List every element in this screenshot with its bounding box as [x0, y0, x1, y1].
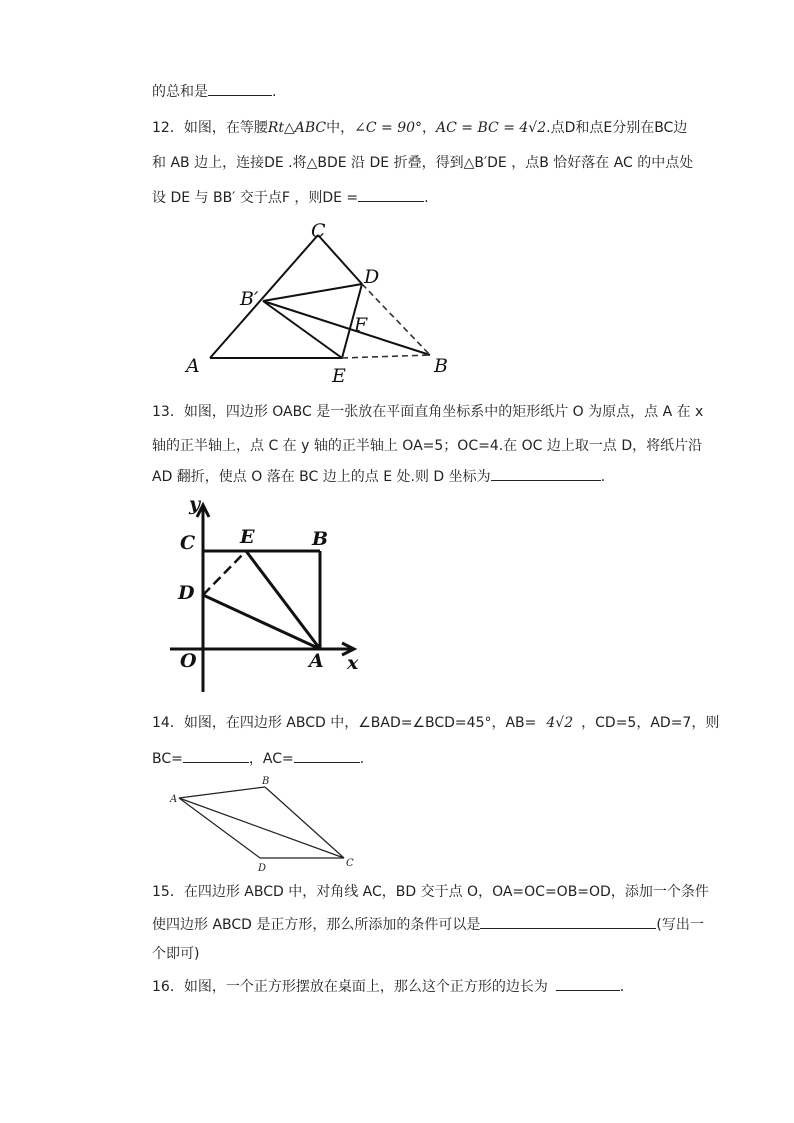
q12-angle-expr: ∠C = 90° — [354, 120, 423, 136]
q12-label-b: B — [434, 355, 448, 377]
q14-line1 — [152, 713, 719, 733]
q14-seg-bc — [265, 787, 344, 858]
q12-comma: ， — [422, 120, 437, 136]
q13-label-e: E — [240, 526, 255, 548]
q12-line2 — [152, 153, 693, 173]
q12-line1 — [152, 118, 687, 138]
q12-seg-bpe — [263, 301, 342, 358]
q14-bc-blank[interactable] — [183, 748, 249, 763]
q12-label-f: F — [354, 314, 368, 336]
q12-tri-name: △ABC — [284, 120, 327, 136]
q11-tail — [152, 81, 276, 102]
q12-label-bp: B′ — [240, 288, 259, 310]
q14-end: . — [359, 751, 365, 767]
q12-end: . — [424, 190, 429, 206]
q13-label-c: C — [180, 532, 196, 554]
q14-text-b: ，CD=5，AD=7，则 — [581, 715, 720, 731]
q15-line1-text: 在四边形 ABCD 中，对角线 AC，BD 交于点 O，OA=OC=OB=OD，添加一个条件 — [183, 884, 709, 900]
q12-label-d: D — [364, 266, 380, 288]
q14-seg-da — [179, 798, 260, 858]
q13-line2-text: 轴的正半轴上，点 C 在 y 轴的正半轴上 OA=5；OC=4.在 OC 边上取一点 D，将纸片沿 — [152, 438, 703, 454]
q13-label-y: y — [189, 495, 201, 515]
q12-number: 12． — [152, 120, 184, 136]
q12-answer-blank[interactable] — [358, 187, 424, 202]
q14-ac-label: ，AC= — [248, 751, 294, 767]
q12-text-c: .点D和点E分别在BC边 — [546, 120, 688, 136]
q13-seg-ea — [246, 551, 320, 649]
q12-len-sqrt: √2 — [528, 120, 547, 136]
q12-line3-text: 设 DE 与 BB′ 交于点F ，则DE = — [152, 190, 359, 206]
q11-answer-blank[interactable] — [208, 81, 272, 96]
q15-line3-text: 个即可) — [152, 946, 200, 962]
q16-line1-text: 如图，一个正方形摆放在桌面上，那么这个正方形的边长为 — [183, 979, 548, 995]
q14-label-b: B — [262, 776, 270, 787]
q12-figure — [180, 215, 460, 390]
q15-line2-text: 使四边形 ABCD 是正方形，那么所添加的条件可以是 — [152, 917, 481, 933]
q12-label-e: E — [332, 365, 346, 387]
q15-answer-blank[interactable] — [480, 914, 656, 929]
q13-dash-de — [203, 551, 246, 595]
q14-text-a: 如图，在四边形 ABCD 中，∠BAD=∠BCD=45°，AB= — [183, 715, 537, 731]
q13-end: . — [600, 469, 606, 485]
q12-line2-text: 和 AB 边上，连接DE .将△BDE 沿 DE 折叠，得到△B′DE ，点B 恰好落在 AC 的中点处 — [152, 155, 694, 171]
q15-line3 — [152, 944, 199, 964]
q12-seg-ac — [210, 235, 318, 358]
q14-label-d: D — [258, 863, 267, 872]
q16-end: ． — [619, 979, 634, 995]
q16-answer-blank[interactable] — [556, 976, 620, 991]
q13-answer-blank[interactable] — [491, 466, 601, 481]
q12-label-c: C — [311, 220, 326, 242]
q12-seg-cd — [318, 235, 362, 284]
q13-line3 — [152, 466, 605, 487]
q16-line1 — [152, 976, 634, 997]
q13-label-a: A — [309, 650, 324, 672]
q14-seg-ab — [179, 787, 265, 798]
q14-figure — [165, 772, 365, 872]
q12-label-a: A — [186, 355, 200, 377]
q14-bc-label: BC= — [152, 751, 183, 767]
q15-line2-tail: (写出一 — [656, 917, 704, 933]
q14-ac-blank[interactable] — [294, 748, 360, 763]
q12-text-a: 如图，在等腰 — [183, 120, 268, 136]
q14-seg-ac — [179, 798, 344, 858]
q15-number: 15． — [152, 884, 184, 900]
q11-text: 的总和是 — [152, 84, 208, 100]
q13-label-o: O — [180, 650, 197, 672]
q13-number: 13． — [152, 404, 184, 420]
q14-label-a: A — [170, 794, 178, 805]
q13-line1 — [152, 402, 703, 422]
q15-line2 — [152, 914, 704, 935]
q13-line2 — [152, 436, 702, 456]
q12-rt: Rt — [267, 120, 284, 136]
q12-text-b: 中， — [326, 120, 355, 136]
q15-line1 — [152, 882, 709, 902]
q16-number: 16． — [152, 979, 184, 995]
q14-line2 — [152, 748, 364, 769]
q12-len-expr: AC = BC = 4 — [436, 120, 529, 136]
q12-dash-eb — [342, 355, 430, 358]
q14-sqrt: 4√2 — [546, 715, 574, 731]
q11-end: . — [272, 84, 277, 100]
q12-seg-bpd — [263, 284, 362, 301]
q13-label-x: x — [347, 652, 359, 674]
q13-label-b: B — [312, 528, 329, 550]
q14-label-c: C — [346, 858, 354, 869]
q13-figure — [170, 495, 370, 695]
q12-line3 — [152, 187, 429, 208]
q14-number: 14． — [152, 715, 184, 731]
q13-line1-text: 如图，四边形 OABC 是一张放在平面直角坐标系中的矩形纸片 O 为原点，点 A 在 x — [183, 404, 704, 420]
q13-line3-text: AD 翻折，使点 O 落在 BC 边上的点 E 处.则 D 坐标为 — [152, 469, 491, 485]
q13-seg-da — [203, 595, 320, 649]
q13-label-d: D — [178, 582, 195, 604]
